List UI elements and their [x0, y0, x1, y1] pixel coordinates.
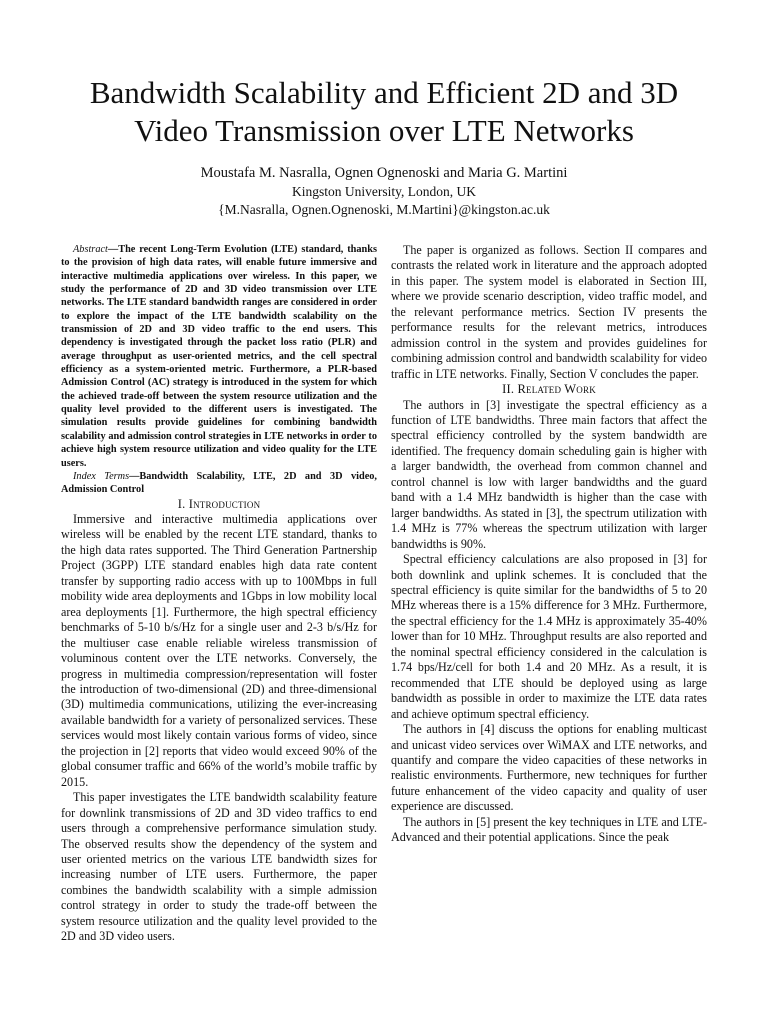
index-terms-label: Index Terms	[73, 470, 130, 482]
title-line-2: Video Transmission over LTE Networks	[134, 113, 634, 148]
related-paragraph-1: The authors in [3] investigate the spectral efficiency as a function of LTE bandwidths. Three main factors that affect the spectral efficiency controlled by the system bandwidth are identified. The frequency domain scheduling gain is higher with a larger bandwidth, the overhead from common channel and control channel is low with larger bandwidths and the guard band with a 1.4 MHz bandwidth is higher than the case with larger bandwidths. As stated in [3], the spectrum utilization with 1.4 MHz is 77% whereas the spectrum utilization with larger bandwidths is 90%.	[391, 397, 707, 551]
intro-paragraph-2: This paper investigates the LTE bandwidth scalability feature for downlink transmissions of 2D and 3D video traffics to end users through a comprehensive performance simulation study. The observed results show the dependency of the system and user oriented metrics on the various LTE bandwidth sizes for increasing number of LTE users. Furthermore, the paper combines the bandwidth scalability with a simple admission control strategy in order to study the trade-off between the system resource utilization and the quality level provided to the 2D and 3D video users.	[61, 790, 377, 944]
author-block	[40, 164, 728, 219]
author-emails: {M.Nasralla, Ognen.Ognenoski, M.Martini}@kingston.ac.uk	[218, 202, 550, 217]
left-column	[61, 243, 377, 945]
index-terms	[61, 470, 377, 497]
paper-title	[40, 74, 728, 150]
affiliation: Kingston University, London, UK	[292, 184, 476, 199]
intro-paragraph-3: The paper is organized as follows. Section II compares and contrasts the related work in literature and the approach adopted in this paper. The system model is elaborated in Section III, where we provide scenario description, video traffic model, and the relevant performance metrics. Section IV presents the performance results for the relevant metrics, introduces admission control in the system and provides guidelines for combining admission control and bandwidth scalability for video traffic in LTE networks. Finally, Section V concludes the paper.	[391, 243, 707, 381]
section-heading-introduction: I. Introduction	[177, 496, 261, 511]
title-line-1: Bandwidth Scalability and Efficient 2D and 3D	[89, 75, 679, 110]
abstract-text: —The recent Long-Term Evolution (LTE) standard, thanks to the provision of high data rates, will enable future immersive and interactive multimedia applications over wireless. In this paper, we study the performance of 2D and 3D video transmission over LTE networks. The LTE standard bandwidth ranges are considered in order to explore the impact of the LTE bandwidth scalability on the transmission of 2D and 3D video traffic to the end users. This dependency is investigated through the packet loss ratio (PLR) and average throughput as user-oriented metrics, and the cell spectral efficiency as a system-oriented metric. Furthermore, a PLR-based Admission Control (AC) strategy is introduced in the system for which the achieved trade-off between the system resource utilization and the quality level provided to the different users is investigated. The simulation results provide guidelines for combining bandwidth scalability and admission control strategies in LTE networks in order to achieve high system resource utilization and video quality for the LTE users.	[61, 244, 377, 469]
related-paragraph-3: The authors in [4] discuss the options for enabling multicast and unicast video services over WiMAX and LTE networks, and quantify and compare the video capacities of these networks in realistic environments. Furthermore, new techniques for further future enhancement of the video capacity and quality of user experience are discussed.	[391, 722, 707, 814]
right-column	[391, 243, 707, 846]
abstract	[61, 243, 377, 470]
abstract-label: Abstract	[73, 244, 108, 255]
intro-paragraph-1: Immersive and interactive multimedia applications over wireless will be enabled by the recent LTE standard, thanks to the high data rates supported. The Third Generation Partnership Project (3GPP) LTE standard enables high data rate content transfer by supporting radio access with up to 100Mbps in full mobility wide area deployments and 1Gbps in low mobility local area deployments [1]. Furthermore, the high spectral efficiency benchmarks of 5-10 b/s/Hz for a single user and 2-3 b/s/Hz for the multiuser case enable reliable wireless transmission of voluminous content over the LTE networks. Conversely, the progress in multimedia compression/representation will foster the introduction of two-dimensional (2D) and three-dimensional (3D) multimedia communications, utilizing the ever-increasing available bandwidth for a variety of personalized services. These services would most likely contain various forms of video, since the projection in [2] reports that video would exceed 90% of the global consumer traffic and 66% of the world’s mobile traffic by 2015.	[61, 511, 377, 789]
related-paragraph-4: The authors in [5] present the key techniques in LTE and LTE-Advanced and their potential applications. Since the peak	[391, 814, 707, 845]
related-paragraph-2: Spectral efficiency calculations are also proposed in [3] for both downlink and uplink schemes. It is concluded that the spectral efficiency is quite similar for the bandwidths of 5 to 20 MHz whereas there is a 15% difference for 3 MHz. Furthermore, the spectral efficiency for the 1.4 MHz is approximately 35-40% lower than for 10 MHz. Throughput results are also reported and the nominal spectral efficiency considered in the calculation is 1.74 bps/Hz/cell for both 1.4 and 20 MHz. As a result, it is recommended that LTE should be deployed using as large bandwidth as possible in order to maximize the LTE data rates and achieve optimum spectral efficiency.	[391, 552, 707, 721]
section-heading-related-work: II. Related Work	[502, 382, 596, 397]
index-terms-text: —Bandwidth Scalability, LTE, 2D and 3D video, Admission Control	[61, 470, 377, 496]
author-names: Moustafa M. Nasralla, Ognen Ognenoski and Maria G. Martini	[200, 165, 568, 181]
